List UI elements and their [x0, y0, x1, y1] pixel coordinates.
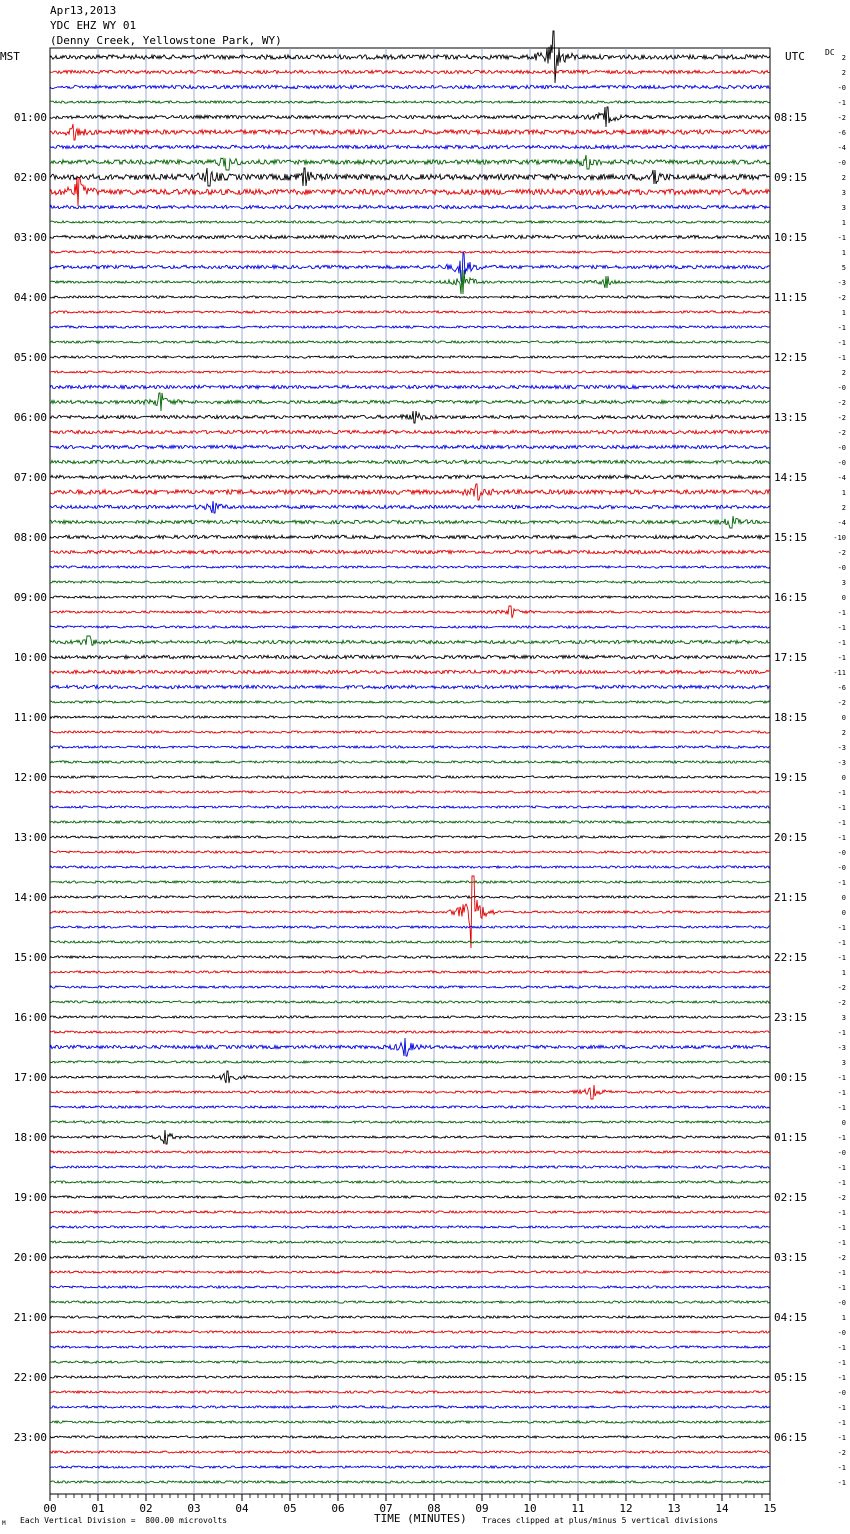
header-location: (Denny Creek, Yellowstone Park, WY) — [50, 34, 282, 47]
dc-offset-label: -3 — [837, 759, 846, 767]
trace-row — [50, 626, 770, 628]
trace-row — [50, 124, 770, 140]
x-tick-label: 03 — [187, 1502, 201, 1515]
dc-offset-label: -1 — [837, 99, 846, 107]
dc-offset-label: 0 — [841, 774, 846, 782]
trace-row — [50, 866, 770, 868]
dc-offset-label: 0 — [841, 1119, 846, 1127]
trace-row — [50, 1226, 770, 1228]
trace-row — [50, 1196, 770, 1198]
trace-row — [50, 971, 770, 973]
dc-offset-label: -2 — [837, 999, 846, 1007]
trace-row — [50, 1071, 770, 1083]
dc-offset-label: 2 — [841, 369, 846, 377]
dc-offset-label: -10 — [833, 534, 846, 542]
dc-offset-label: -1 — [837, 939, 846, 947]
trace-row — [50, 501, 770, 513]
trace-row — [50, 101, 770, 103]
trace-row — [50, 1106, 770, 1108]
left-hour-label: 21:00 — [13, 1311, 47, 1324]
left-hour-label: 09:00 — [13, 591, 47, 604]
dc-offset-label: -1 — [837, 804, 846, 812]
dc-offset-label: -1 — [837, 1269, 846, 1277]
x-tick-label: 06 — [331, 1502, 345, 1515]
trace-row — [50, 1406, 770, 1408]
dc-offset-label: 1 — [841, 309, 846, 317]
dc-offset-label: -2 — [837, 1254, 846, 1262]
trace-row — [50, 1376, 770, 1378]
trace-row — [50, 926, 770, 928]
dc-offset-label: -1 — [837, 1479, 846, 1487]
trace-row — [50, 896, 770, 898]
scale-note: Each Vertical Division = 800.00 microvolts — [20, 1516, 228, 1525]
x-tick-label: 09 — [475, 1502, 489, 1515]
trace-row — [50, 1316, 770, 1318]
right-hour-label: 08:15 — [774, 111, 808, 124]
right-hour-label: 03:15 — [774, 1251, 808, 1264]
dc-offset-label: -1 — [837, 924, 846, 932]
dc-offset-label: 0 — [841, 909, 846, 917]
dc-offset-label: -1 — [837, 1464, 846, 1472]
trace-row — [50, 70, 770, 73]
x-axis-title: TIME (MINUTES) — [374, 1512, 467, 1525]
x-tick-label: 15 — [763, 1502, 777, 1515]
dc-offset-label: -1 — [837, 1164, 846, 1172]
dc-offset-label: -1 — [837, 1374, 846, 1382]
dc-offset-label: -1 — [837, 1284, 846, 1292]
dc-offset-label: -1 — [837, 834, 846, 842]
trace-row — [50, 205, 770, 208]
trace-row — [50, 475, 770, 478]
trace-row — [50, 326, 770, 328]
trace-row — [50, 235, 770, 238]
dc-offset-label: -1 — [837, 1419, 846, 1427]
right-hour-label: 05:15 — [774, 1371, 808, 1384]
right-hour-label: 15:15 — [774, 531, 808, 544]
trace-row — [50, 1038, 770, 1056]
dc-offset-label: -2 — [837, 399, 846, 407]
dc-offset-label: 0 — [841, 594, 846, 602]
trace-row — [50, 1151, 770, 1153]
dc-offset-label: 0 — [841, 714, 846, 722]
x-tick-label: 05 — [283, 1502, 297, 1515]
dc-offset-label: -2 — [837, 699, 846, 707]
trace-row — [50, 107, 770, 127]
trace-row — [50, 430, 770, 433]
trace-row — [50, 581, 770, 583]
right-zone-label: UTC — [785, 50, 805, 63]
left-hour-label: 18:00 — [13, 1131, 47, 1144]
trace-row — [50, 484, 770, 500]
trace-row — [50, 836, 770, 838]
trace-row — [50, 791, 770, 793]
corner-mark: M — [2, 1520, 6, 1527]
dc-offset-label: -0 — [837, 1389, 846, 1397]
left-hour-label: 02:00 — [13, 171, 47, 184]
right-hour-label: 16:15 — [774, 591, 808, 604]
right-hour-label: 21:15 — [774, 891, 808, 904]
dc-offset-label: 2 — [841, 54, 846, 62]
dc-offset-label: 3 — [841, 189, 846, 197]
right-hour-label: 12:15 — [774, 351, 808, 364]
dc-offset-label: 2 — [841, 729, 846, 737]
dc-offset-label: -1 — [837, 1239, 846, 1247]
right-hour-label: 11:15 — [774, 291, 808, 304]
dc-offset-label: -2 — [837, 549, 846, 557]
trace-row — [50, 1301, 770, 1303]
left-hour-label: 06:00 — [13, 411, 47, 424]
dc-offset-label: -1 — [837, 339, 846, 347]
right-hour-label: 17:15 — [774, 651, 808, 664]
left-hour-label: 23:00 — [13, 1431, 47, 1444]
dc-offset-label: -0 — [837, 1299, 846, 1307]
right-hour-label: 10:15 — [774, 231, 808, 244]
right-hour-label: 04:15 — [774, 1311, 808, 1324]
dc-offset-label: 2 — [841, 174, 846, 182]
dc-offset-label: -0 — [837, 444, 846, 452]
right-hour-label: 19:15 — [774, 771, 808, 784]
dc-offset-label: -2 — [837, 984, 846, 992]
trace-row — [50, 596, 770, 598]
trace-row — [50, 385, 770, 388]
dc-offset-label: 1 — [841, 249, 846, 257]
dc-offset-label: -1 — [837, 654, 846, 662]
trace-row — [50, 341, 770, 343]
dc-offset-label: -1 — [837, 1404, 846, 1412]
dc-offset-label: -0 — [837, 159, 846, 167]
trace-row — [50, 251, 770, 253]
left-hour-label: 22:00 — [13, 1371, 47, 1384]
dc-offset-label: 1 — [841, 219, 846, 227]
trace-row — [50, 716, 770, 718]
right-hour-label: 13:15 — [774, 411, 808, 424]
trace-row — [50, 1421, 770, 1423]
right-hour-label: 14:15 — [774, 471, 808, 484]
dc-offset-label: -1 — [837, 234, 846, 242]
dc-offset-label: -1 — [837, 354, 846, 362]
x-tick-label: 01 — [91, 1502, 105, 1515]
trace-row — [50, 1181, 770, 1183]
left-hour-label: 10:00 — [13, 651, 47, 664]
dc-offset-label: -1 — [837, 1134, 846, 1142]
dc-offset-label: -2 — [837, 429, 846, 437]
dc-offset-label: -0 — [837, 384, 846, 392]
left-hour-label: 11:00 — [13, 711, 47, 724]
left-hour-label: 19:00 — [13, 1191, 47, 1204]
trace-row — [50, 685, 770, 688]
dc-offset-label: 2 — [841, 69, 846, 77]
right-hour-label: 23:15 — [774, 1011, 808, 1024]
dc-offset-label: 1 — [841, 1314, 846, 1322]
left-hour-label: 01:00 — [13, 111, 47, 124]
trace-row — [50, 356, 770, 358]
x-tick-label: 12 — [619, 1502, 633, 1515]
dc-offset-label: -1 — [837, 1104, 846, 1112]
x-tick-label: 00 — [43, 1502, 57, 1515]
trace-row — [50, 270, 770, 294]
trace-row — [50, 550, 770, 553]
trace-row — [50, 1286, 770, 1288]
right-hour-label: 20:15 — [774, 831, 808, 844]
trace-row — [50, 1256, 770, 1258]
dc-offset-label: -1 — [837, 1344, 846, 1352]
trace-row — [50, 311, 770, 313]
dc-offset-label: -1 — [837, 1029, 846, 1037]
trace-row — [50, 445, 770, 448]
clip-note: Traces clipped at plus/minus 5 vertical divisions — [482, 1516, 719, 1525]
trace-row — [50, 851, 770, 853]
plot-frame — [50, 48, 770, 1494]
trace-row — [50, 1016, 770, 1018]
dc-offset-label: -1 — [837, 1074, 846, 1082]
header-date: Apr13,2013 — [50, 4, 117, 17]
trace-row — [50, 1130, 770, 1144]
right-hour-label: 09:15 — [774, 171, 808, 184]
trace-row — [50, 1271, 770, 1273]
trace-row — [50, 566, 770, 568]
trace-row — [50, 1121, 770, 1123]
trace-row — [50, 746, 770, 748]
dc-offset-label: -1 — [837, 1434, 846, 1442]
trace-row — [50, 821, 770, 823]
dc-offset-label: -0 — [837, 459, 846, 467]
x-tick-label: 04 — [235, 1502, 249, 1515]
left-hour-label: 14:00 — [13, 891, 47, 904]
right-hour-label: 01:15 — [774, 1131, 808, 1144]
dc-offset-label: -2 — [837, 1449, 846, 1457]
left-hour-label: 16:00 — [13, 1011, 47, 1024]
left-hour-label: 07:00 — [13, 471, 47, 484]
dc-offset-label: -1 — [837, 324, 846, 332]
left-hour-label: 08:00 — [13, 531, 47, 544]
trace-row — [50, 1331, 770, 1333]
trace-row — [50, 1346, 770, 1348]
left-hour-label: 05:00 — [13, 351, 47, 364]
dc-offset-label: -2 — [837, 1194, 846, 1202]
trace-row — [50, 535, 770, 538]
trace-row — [50, 670, 770, 673]
trace-row — [50, 776, 770, 778]
dc-offset-label: -2 — [837, 414, 846, 422]
dc-offset-label: -1 — [837, 954, 846, 962]
left-hour-label: 03:00 — [13, 231, 47, 244]
dc-offset-label: -1 — [837, 819, 846, 827]
right-hour-label: 18:15 — [774, 711, 808, 724]
dc-offset-label: -6 — [837, 684, 846, 692]
trace-row — [50, 371, 770, 373]
trace-row — [50, 1001, 770, 1003]
dc-offset-label: -4 — [837, 474, 846, 482]
dc-offset-label: 1 — [841, 969, 846, 977]
right-hour-label: 06:15 — [774, 1431, 808, 1444]
right-hour-label: 00:15 — [774, 1071, 808, 1084]
trace-row — [50, 956, 770, 958]
dc-offset-label: -1 — [837, 879, 846, 887]
dc-offset-label: -11 — [833, 669, 846, 677]
dc-offset-label: 5 — [841, 264, 846, 272]
dc-offset-label: -0 — [837, 1149, 846, 1157]
dc-offset-label: -2 — [837, 294, 846, 302]
dc-offset-label: -2 — [837, 114, 846, 122]
dc-offset-label: -4 — [837, 144, 846, 152]
trace-row — [50, 1085, 770, 1099]
x-tick-label: 11 — [571, 1502, 585, 1515]
dc-offset-label: 2 — [841, 504, 846, 512]
x-tick-label: 13 — [667, 1502, 681, 1515]
dc-offset-label: -3 — [837, 279, 846, 287]
dc-offset-label: 1 — [841, 489, 846, 497]
trace-row — [50, 986, 770, 988]
dc-offset-label: -1 — [837, 789, 846, 797]
dc-offset-label: -1 — [837, 1359, 846, 1367]
dc-offset-label: -3 — [837, 744, 846, 752]
trace-row — [50, 1466, 770, 1468]
dc-offset-label: -4 — [837, 519, 846, 527]
trace-row — [50, 731, 770, 733]
trace-row — [50, 1391, 770, 1393]
trace-row — [50, 636, 770, 645]
dc-offset-label: -0 — [837, 84, 846, 92]
trace-row — [50, 221, 770, 223]
trace-row — [50, 178, 770, 206]
trace-row — [50, 761, 770, 763]
left-hour-label: 04:00 — [13, 291, 47, 304]
dc-offset-label: -0 — [837, 1329, 846, 1337]
left-hour-label: 15:00 — [13, 951, 47, 964]
trace-row — [50, 411, 770, 423]
dc-offset-label: -0 — [837, 864, 846, 872]
dc-offset-label: -6 — [837, 129, 846, 137]
trace-row — [50, 460, 770, 463]
dc-offset-label: -1 — [837, 1224, 846, 1232]
dc-offset-label: 3 — [841, 579, 846, 587]
x-tick-label: 14 — [715, 1502, 729, 1515]
x-tick-label: 10 — [523, 1502, 537, 1515]
trace-row — [50, 296, 770, 298]
header-station: YDC EHZ WY 01 — [50, 19, 137, 32]
trace-row — [50, 1451, 770, 1453]
dc-offset-label: -1 — [837, 639, 846, 647]
trace-row — [50, 85, 770, 88]
trace-row — [50, 1361, 770, 1363]
trace-row — [50, 253, 770, 281]
dc-offset-label: -1 — [837, 1179, 846, 1187]
trace-row — [50, 1481, 770, 1483]
trace-row — [50, 1436, 770, 1438]
trace-row — [50, 1241, 770, 1243]
trace-row — [50, 1031, 770, 1033]
x-tick-label: 02 — [139, 1502, 153, 1515]
dc-offset-label: -3 — [837, 1044, 846, 1052]
dc-offset-label: -1 — [837, 1089, 846, 1097]
left-hour-label: 12:00 — [13, 771, 47, 784]
trace-row — [50, 393, 770, 411]
trace-row — [50, 701, 770, 703]
dc-label: DC — [825, 48, 835, 57]
dc-offset-label: 3 — [841, 1014, 846, 1022]
trace-row — [50, 155, 770, 170]
dc-offset-label: -0 — [837, 849, 846, 857]
trace-row — [50, 941, 770, 943]
left-hour-label: 20:00 — [13, 1251, 47, 1264]
dc-offset-label: -1 — [837, 1209, 846, 1217]
trace-row — [50, 1061, 770, 1063]
right-hour-label: 02:15 — [774, 1191, 808, 1204]
trace-row — [50, 876, 770, 948]
trace-row — [50, 1166, 770, 1168]
dc-offset-label: 0 — [841, 894, 846, 902]
trace-row — [50, 881, 770, 883]
dc-offset-label: -1 — [837, 609, 846, 617]
dc-offset-label: -0 — [837, 564, 846, 572]
trace-row — [50, 168, 770, 186]
trace-row — [50, 806, 770, 808]
dc-offset-label: 3 — [841, 1059, 846, 1067]
trace-row — [50, 145, 770, 148]
trace-row — [50, 516, 770, 528]
trace-row — [50, 655, 770, 658]
dc-offset-label: 3 — [841, 204, 846, 212]
trace-row — [50, 606, 770, 618]
left-hour-label: 17:00 — [13, 1071, 47, 1084]
left-hour-label: 13:00 — [13, 831, 47, 844]
right-hour-label: 22:15 — [774, 951, 808, 964]
x-tick-label: 08 — [427, 1502, 441, 1515]
trace-row — [50, 1211, 770, 1213]
x-tick-label: 07 — [379, 1502, 393, 1515]
trace-row — [50, 31, 770, 83]
dc-offset-label: -1 — [837, 624, 846, 632]
left-zone-label: MST — [0, 50, 20, 63]
